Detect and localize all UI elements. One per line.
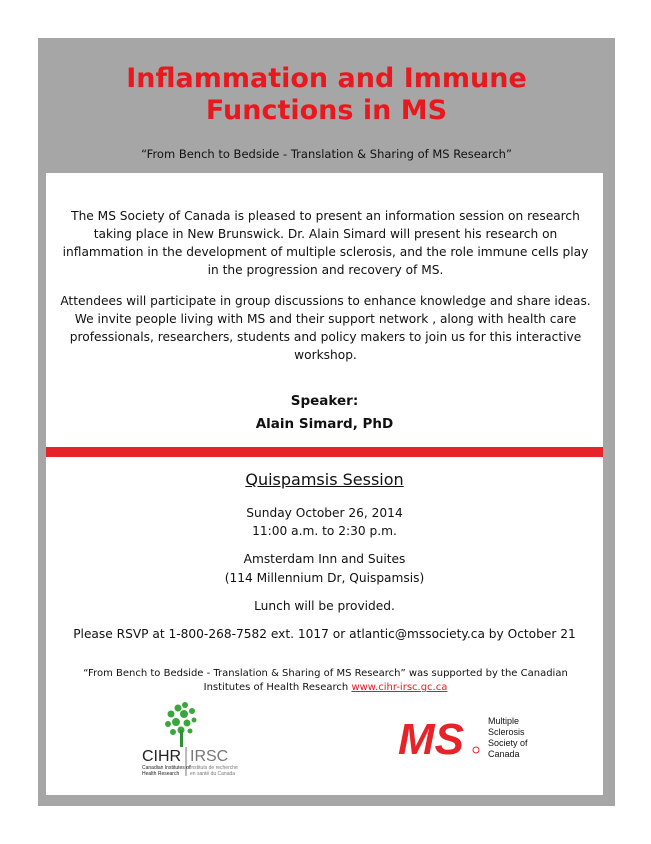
cihr-fr-line1: Instituts de recherche xyxy=(190,765,238,771)
leaf-cluster-icon xyxy=(165,702,197,747)
irsc-wordmark: IRSC xyxy=(190,748,229,765)
lunch-note: Lunch will be provided. xyxy=(254,599,395,613)
session-address: (114 Millennium Dr, Quispamsis) xyxy=(224,571,425,585)
poster-subtitle: “From Bench to Bedside - Translation & Sharing of MS Research” xyxy=(141,147,512,161)
cihr-fr-line2: en santé du Canada xyxy=(190,771,236,777)
funding-footnote xyxy=(60,667,591,695)
cihr-en-line1: Canadian Institutes of xyxy=(142,765,191,771)
cihr-en-line2: Health Research xyxy=(142,771,180,777)
speaker-label: Speaker: xyxy=(290,393,359,409)
intro-paragraph-1: The MS Society of Canada is pleased to present an information session on research taking place in New Brunswick. Dr. Alain Simard will present his research on inflammation in the development of multiple sclerosis, and the role immune cells play in the progression and recovery of MS. xyxy=(62,209,589,277)
poster-title xyxy=(38,63,615,127)
session-date: Sunday October 26, 2014 xyxy=(246,506,403,520)
footnote-text: “From Bench to Bedside - Translation & Sharing of MS Research” was supported by the Canadian Institutes of Health Research xyxy=(83,668,568,693)
ms-name-line3: Society of xyxy=(488,738,528,748)
cihr-logo xyxy=(140,700,250,780)
divider-bar xyxy=(46,447,603,457)
intro-paragraph-2: Attendees will participate in group discussions to enhance knowledge and share ideas. We invite people living with MS and their support network , along with health care professionals, researchers, students and policy makers to join us for this interactive workshop. xyxy=(60,294,591,362)
ms-name-line1: Multiple xyxy=(488,716,520,726)
title-line-1: Inflammation and Immune xyxy=(126,63,527,94)
speaker-name: Alain Simard, PhD xyxy=(255,416,394,432)
cihr-wordmark: CIHR xyxy=(142,748,182,765)
cihr-link[interactable]: www.cihr-irsc.gc.ca xyxy=(351,682,448,693)
title-line-2: Functions in MS xyxy=(205,95,448,126)
ms-society-logo xyxy=(398,710,538,764)
session-title: Quispamsis Session xyxy=(245,470,404,489)
session-venue: Amsterdam Inn and Suites xyxy=(243,552,406,566)
ms-name-line4: Canada xyxy=(488,749,520,759)
ms-name-line2: Sclerosis xyxy=(488,727,525,737)
session-time: 11:00 a.m. to 2:30 p.m. xyxy=(252,524,397,538)
ms-mark: MS xyxy=(398,715,464,764)
rsvp-line: Please RSVP at 1-800-268-7582 ext. 1017 or atlantic@mssociety.ca by October 21 xyxy=(73,627,576,641)
